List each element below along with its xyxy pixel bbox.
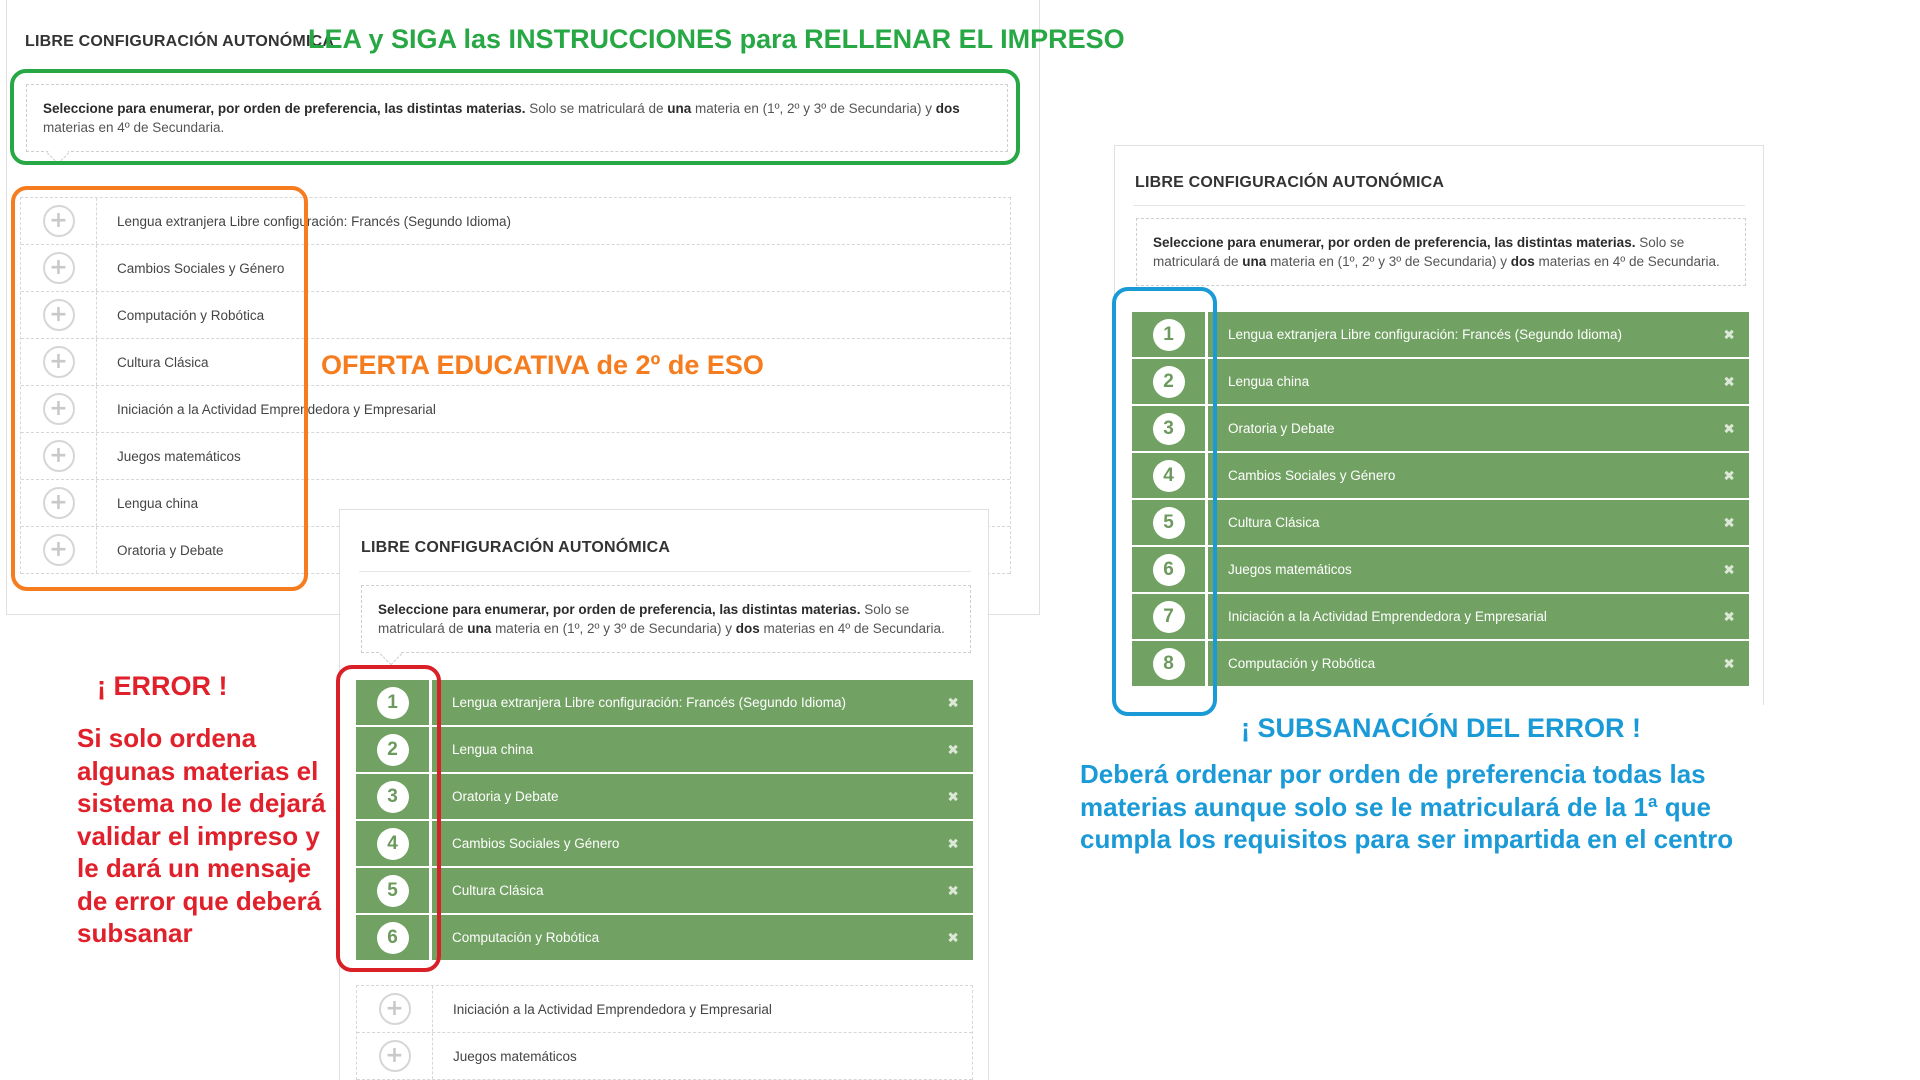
item-label: Lengua china xyxy=(1228,374,1310,389)
plus-circle-icon[interactable]: + xyxy=(43,440,75,472)
selected-item[interactable] xyxy=(1132,453,1749,500)
item-label: Cultura Clásica xyxy=(117,354,209,370)
annotation-instructions: LEA y SIGA las INSTRUCCIONES para RELLENAR EL IMPRESO xyxy=(308,24,1125,54)
selected-item[interactable] xyxy=(1132,406,1749,453)
order-number-badge: 1 xyxy=(1153,319,1185,351)
item-label: Juegos matemáticos xyxy=(453,1048,577,1064)
item-label: Iniciación a la Actividad Emprendedora y Empresarial xyxy=(453,1001,772,1017)
frame-fix xyxy=(1112,287,1217,716)
item-label: Cultura Clásica xyxy=(452,883,544,898)
selected-item[interactable] xyxy=(1132,641,1749,688)
plus-circle-icon[interactable]: + xyxy=(43,487,75,519)
order-number-badge: 4 xyxy=(1153,460,1185,492)
instructions-note: Seleccione para enumerar, por orden de preferencia, las distintas materias. Solo se matriculará de una materia en (1º, 2º y 3º de Secundaria) y dos materias en 4º de Secundaria. xyxy=(1136,218,1746,286)
item-label: Juegos matemáticos xyxy=(1228,562,1352,577)
item-label: Iniciación a la Actividad Emprendedora y Empresarial xyxy=(117,401,436,417)
item-label: Lengua china xyxy=(452,742,534,757)
order-number-badge: 6 xyxy=(1153,554,1185,586)
selected-item[interactable] xyxy=(356,727,973,774)
remove-icon[interactable]: ✖ xyxy=(1723,467,1735,483)
order-number-badge: 7 xyxy=(1153,601,1185,633)
item-label: Cambios Sociales y Género xyxy=(117,260,285,276)
frame-instructions xyxy=(10,69,1020,165)
panel-title: LIBRE CONFIGURACIÓN AUTONÓMICA xyxy=(25,33,335,50)
frame-oferta xyxy=(11,186,308,591)
plus-circle-icon[interactable]: + xyxy=(43,534,75,566)
order-number-badge: 4 xyxy=(377,828,409,860)
annotation-fix-text: Deberá ordenar por orden de preferencia todas las materias aunque solo se le matriculará de la 1ª que cumpla los requisitos para ser impartida en el centro xyxy=(1080,759,1734,854)
annotation-error-text: Si solo ordena algunas materias el sistema no le dejará validar el impreso y le dará un mensaje de error que deberá subsanar xyxy=(77,723,326,948)
list-item[interactable] xyxy=(357,986,972,1033)
selected-item[interactable] xyxy=(356,774,973,821)
item-label: Oratoria y Debate xyxy=(1228,421,1335,436)
plus-circle-icon[interactable]: + xyxy=(43,393,75,425)
remove-icon[interactable]: ✖ xyxy=(947,694,959,710)
order-number-badge: 1 xyxy=(377,687,409,719)
item-label: Computación y Robótica xyxy=(1228,656,1376,671)
annotation-oferta: OFERTA EDUCATIVA de 2º de ESO xyxy=(321,350,764,380)
item-label: Iniciación a la Actividad Emprendedora y Empresarial xyxy=(1228,609,1547,624)
selected-item[interactable] xyxy=(1132,500,1749,547)
selected-item[interactable] xyxy=(356,915,973,962)
selected-item[interactable] xyxy=(356,868,973,915)
remove-icon[interactable]: ✖ xyxy=(947,788,959,804)
panel-title: LIBRE CONFIGURACIÓN AUTONÓMICA xyxy=(361,539,671,556)
plus-circle-icon[interactable]: + xyxy=(43,299,75,331)
item-label: Cambios Sociales y Género xyxy=(1228,468,1396,483)
panel-title: LIBRE CONFIGURACIÓN AUTONÓMICA xyxy=(1135,174,1445,191)
add-slot xyxy=(357,986,433,1032)
order-number-badge: 2 xyxy=(1153,366,1185,398)
remove-icon[interactable]: ✖ xyxy=(1723,514,1735,530)
item-label: Cultura Clásica xyxy=(1228,515,1320,530)
remove-icon[interactable]: ✖ xyxy=(1723,326,1735,342)
selected-item[interactable] xyxy=(1132,594,1749,641)
selected-item[interactable] xyxy=(356,680,973,727)
item-label: Cambios Sociales y Género xyxy=(452,836,620,851)
plus-circle-icon[interactable]: + xyxy=(43,205,75,237)
item-label: Lengua extranjera Libre configuración: Francés (Segundo Idioma) xyxy=(1228,327,1622,342)
instructions-note: Seleccione para enumerar, por orden de preferencia, las distintas materias. Solo se matriculará de una materia en (1º, 2º y 3º de Secundaria) y dos materias en 4º de Secundaria. xyxy=(361,585,971,653)
selected-list xyxy=(1132,312,1749,688)
remove-icon[interactable]: ✖ xyxy=(1723,373,1735,389)
order-number-badge: 8 xyxy=(1153,648,1185,680)
item-label: Computación y Robótica xyxy=(452,930,600,945)
order-number-badge: 2 xyxy=(377,734,409,766)
item-label: Computación y Robótica xyxy=(117,307,265,323)
order-number-badge: 6 xyxy=(377,922,409,954)
order-number-badge: 3 xyxy=(1153,413,1185,445)
instructions-note: Seleccione para enumerar, por orden de preferencia, las distintas materias. Solo se matriculará de una materia en (1º, 2º y 3º de Secundaria) y dos materias en 4º de Secundaria. xyxy=(26,84,1008,152)
order-number-badge: 5 xyxy=(1153,507,1185,539)
remove-icon[interactable]: ✖ xyxy=(947,929,959,945)
add-slot xyxy=(357,1033,433,1079)
remove-icon[interactable]: ✖ xyxy=(1723,655,1735,671)
order-number-badge: 5 xyxy=(377,875,409,907)
remove-icon[interactable]: ✖ xyxy=(947,741,959,757)
item-label: Lengua extranjera Libre configuración: Francés (Segundo Idioma) xyxy=(452,695,846,710)
plus-circle-icon[interactable]: + xyxy=(43,252,75,284)
selected-item[interactable] xyxy=(1132,547,1749,594)
annotation-fix-title: ¡ SUBSANACIÓN DEL ERROR ! xyxy=(1241,713,1642,743)
remove-icon[interactable]: ✖ xyxy=(1723,420,1735,436)
item-label: Oratoria y Debate xyxy=(452,789,559,804)
remove-icon[interactable]: ✖ xyxy=(947,835,959,851)
selected-item[interactable] xyxy=(1132,312,1749,359)
item-label: Juegos matemáticos xyxy=(117,448,241,464)
unselected-list xyxy=(356,985,973,1080)
plus-circle-icon[interactable]: + xyxy=(379,993,411,1025)
remove-icon[interactable]: ✖ xyxy=(1723,608,1735,624)
annotation-error-title: ¡ ERROR ! xyxy=(97,671,228,701)
remove-icon[interactable]: ✖ xyxy=(1723,561,1735,577)
plus-circle-icon[interactable]: + xyxy=(379,1040,411,1072)
frame-error xyxy=(336,665,441,972)
item-label: Lengua extranjera Libre configuración: Francés (Segundo Idioma) xyxy=(117,213,511,229)
order-number-badge: 3 xyxy=(377,781,409,813)
plus-circle-icon[interactable]: + xyxy=(43,346,75,378)
remove-icon[interactable]: ✖ xyxy=(947,882,959,898)
selected-list xyxy=(356,680,973,962)
selected-item[interactable] xyxy=(356,821,973,868)
list-item[interactable] xyxy=(357,1033,972,1080)
selected-item[interactable] xyxy=(1132,359,1749,406)
item-label: Oratoria y Debate xyxy=(117,542,224,558)
item-label: Lengua china xyxy=(117,495,199,511)
title-divider xyxy=(359,571,971,572)
title-divider xyxy=(1133,205,1745,206)
